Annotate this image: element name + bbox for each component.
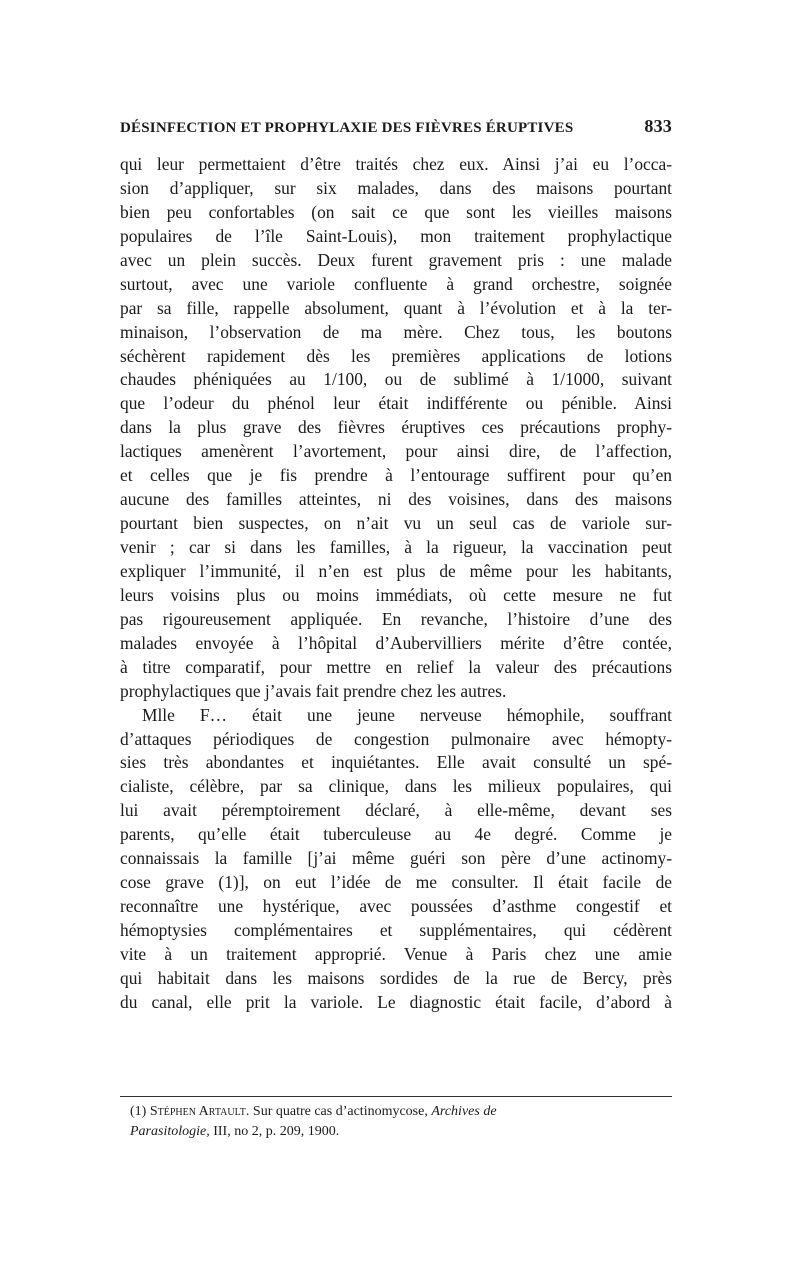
text-line: minaison, l’observation de ma mère. Chez tous, les boutons — [120, 321, 672, 342]
running-head-title: DÉSINFECTION ET PROPHYLAXIE DES FIÈVRES ÉRUPTIVES — [120, 120, 574, 136]
footnote-line-2 — [130, 1122, 672, 1142]
text-line: connaissais la famille [j’ai même guéri son père d’une actinomy- — [120, 848, 672, 869]
text-line: avec un plein succès. Deux furent gravement pris : une malade — [120, 249, 672, 270]
text-line: expliquer l’immunité, il n’en est plus de même pour les habitants, — [120, 560, 672, 581]
text-line: prophylactiques que j’avais fait prendre chez les autres. — [120, 680, 507, 701]
text-line: hémoptysies complémentaires et supplémentaires, qui cédèrent — [120, 920, 672, 940]
text-line: dans la plus grave des fièvres éruptives ces précautions prophy- — [120, 417, 672, 438]
text-line: séchèrent rapidement dès les premières applications de lotions — [120, 345, 672, 366]
page-number: 833 — [644, 116, 672, 136]
text-line: pourtant bien suspectes, on n’ait vu un seul cas de variole sur- — [120, 513, 672, 534]
book-page — [120, 0, 672, 1262]
footnote-author: Stéphen Artault. — [149, 1104, 250, 1119]
text-line: par sa fille, rappelle absolument, quant à l’évolution et à la ter- — [120, 297, 672, 318]
body-text — [120, 153, 672, 1015]
running-head — [120, 116, 672, 140]
footnote-line-1 — [130, 1102, 672, 1122]
text-line: bien peu confortables (on sait ce que sont les vieilles maisons — [120, 201, 672, 222]
footnote-journal-cont: Parasitologie, — [130, 1124, 210, 1139]
footnote — [130, 1102, 672, 1142]
text-line: Mlle F… était une jeune nerveuse hémophile, souffrant — [142, 704, 672, 725]
paragraph-2 — [120, 704, 672, 1015]
text-line: lui avait péremptoirement déclaré, à elle-même, devant ses — [120, 800, 672, 821]
footnote-rule — [120, 1096, 672, 1097]
text-line: leurs voisins plus ou moins immédiats, où cette mesure ne fut — [120, 584, 672, 605]
text-line: à titre comparatif, pour mettre en relief la valeur des précautions — [120, 656, 672, 677]
text-line: qui habitait dans les maisons sordides de la rue de Bercy, près — [120, 967, 672, 988]
text-line: vite à un traitement approprié. Venue à Paris chez une amie — [120, 943, 672, 964]
text-line: qui leur permettaient d’être traités chez eux. Ainsi j’ai eu l’occa- — [120, 154, 672, 174]
text-line: cose grave (1)], on eut l’idée de me consulter. Il était facile de — [120, 872, 672, 893]
text-line: chaudes phéniquées au 1/100, ou de sublimé à 1/1000, suivant — [120, 369, 672, 390]
text-line: venir ; car si dans les familles, à la rigueur, la vaccination peut — [120, 537, 672, 557]
text-line: lactiques amenèrent l’avortement, pour ainsi dire, de l’affection, — [120, 441, 672, 462]
text-line: pas rigoureusement appliquée. En revanche, l’histoire d’une des — [120, 608, 672, 629]
footnote-citation: III, no 2, p. 209, 1900. — [213, 1124, 340, 1139]
text-line: aucune des familles atteintes, ni des voisines, dans des maisons — [120, 489, 672, 510]
text-line: malades envoyée à l’hôpital d’Aubervilliers mérite d’être contée, — [120, 632, 672, 653]
text-line: sion d’appliquer, sur six malades, dans des maisons pourtant — [120, 177, 672, 198]
text-line: du canal, elle prit la variole. Le diagnostic était facile, d’abord à — [120, 991, 672, 1012]
text-line: reconnaître une hystérique, avec poussées d’asthme congestif et — [120, 896, 672, 917]
text-line: sies très abondantes et inquiétantes. Elle avait consulté un spé- — [120, 752, 672, 773]
text-line: d’attaques périodiques de congestion pulmonaire avec hémopty- — [120, 728, 672, 749]
footnote-text: Sur quatre cas d’actinomycose, — [252, 1104, 428, 1119]
paragraph-1 — [120, 153, 672, 704]
text-line: parents, qu’elle était tuberculeuse au 4e degré. Comme je — [120, 824, 672, 845]
text-line: cialiste, célèbre, par sa clinique, dans les milieux populaires, qui — [120, 776, 672, 797]
footnote-marker: (1) — [130, 1104, 147, 1119]
text-line: que l’odeur du phénol leur était indifférente ou pénible. Ainsi — [120, 393, 672, 414]
text-line: populaires de l’île Saint-Louis), mon traitement prophylactique — [120, 225, 672, 246]
text-line: et celles que je fis prendre à l’entourage suffirent pour qu’en — [120, 465, 672, 486]
text-line: surtout, avec une variole confluente à grand orchestre, soignée — [120, 273, 672, 294]
footnote-journal: Archives de — [431, 1104, 497, 1119]
